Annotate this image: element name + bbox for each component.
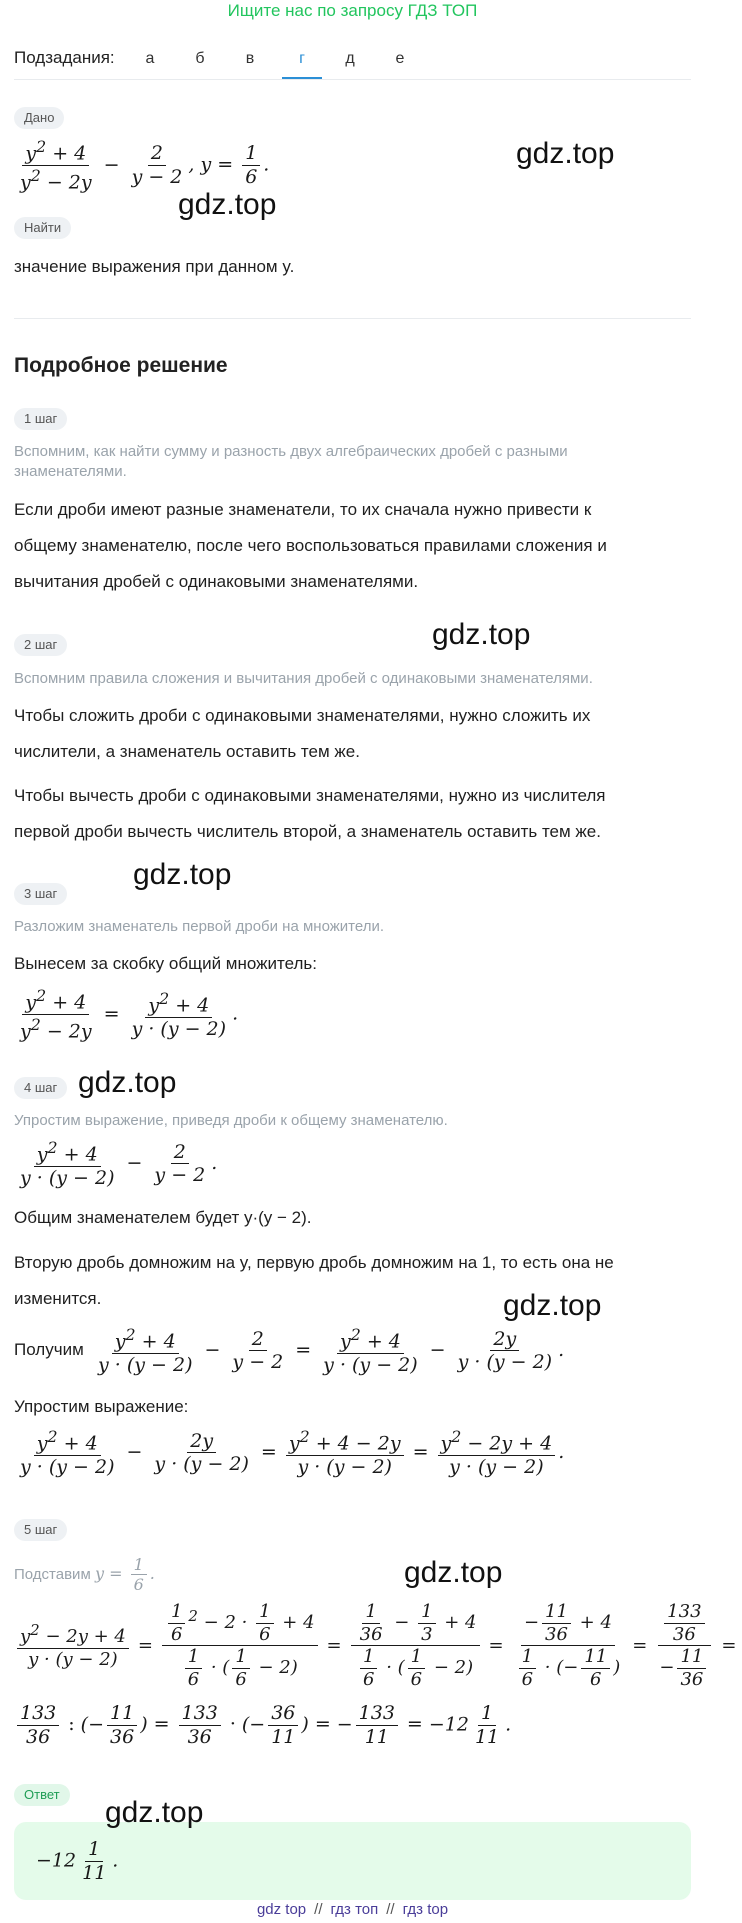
divider xyxy=(14,79,691,80)
step-5-math-1: $\frac{y^2 - 2y + 4}{y \cdot (y - 2)}$ = $\frac{1}{6}$ $^2$ − 2 · $\frac{1}{6}$ + 4 $\frac{1}{6}$ · ( $\frac{1}{6}$ − 2) = $\frac{1}{36}$ − $\frac{1}{3}$ + 4 $\frac{1}{6}$ · ( $\frac{1}{6}$ − 2) = − $\frac{11}{36}$ + 4 $\frac{1}{6}$ · (− $\frac{11}{6}$ ) = $\frac{133}{36}$ − $\frac{11}{36}$ = xyxy=(14,1601,742,1690)
step-3-text: Вынесем за скобку общий множитель: xyxy=(14,954,317,973)
solution-title: Подробное решение xyxy=(14,354,228,377)
step-3-hint: Разложим знаменатель первой дроби на множители. xyxy=(14,918,385,935)
step-4-math-2: $\frac{y^2 + 4}{y \cdot (y - 2)}$ − $\frac{2}{y - 2}$ = $\frac{y^2 + 4}{y \cdot (y - 2)}$ − $\frac{2y}{y \cdot (y - 2)}$ . xyxy=(98,1325,565,1377)
step-4-math-3: $\frac{y^2 + 4}{y \cdot (y - 2)}$ − $\frac{2y}{y \cdot (y - 2)}$ = $\frac{y^2 + 4 - 2y}{y \cdot (y - 2)}$ = $\frac{y^2 - 2y + 4}{y \cdot (y - 2)}$ . xyxy=(20,1427,565,1479)
find-text: значение выражения при данном y. xyxy=(14,257,295,276)
watermark: gdz.top xyxy=(78,1066,177,1099)
watermark: gdz.top xyxy=(432,618,531,651)
step-1-text-line: вычитания дробей с одинаковыми знаменателями. xyxy=(14,572,419,591)
step-3-badge: 3 шаг xyxy=(14,883,67,905)
answer-math: −12 $\frac{1}{11}$ . xyxy=(36,1838,119,1884)
step-5-badge: 5 шаг xyxy=(14,1519,67,1541)
step-4-text-2-line: изменится. xyxy=(14,1289,102,1308)
tab-g[interactable]: г xyxy=(299,50,305,67)
step-4-got-label: Получим xyxy=(14,1340,84,1359)
find-badge: Найти xyxy=(14,217,71,239)
step-1-text-line: общему знаменателю, после чего воспользоваться правилами сложения и xyxy=(14,536,607,555)
watermark: gdz.top xyxy=(516,137,615,170)
step-4-badge: 4 шаг xyxy=(14,1077,67,1099)
step-3-math: $\frac{y^2 + 4}{y^2 - 2y}$ = $\frac{y^2 + 4}{y \cdot (y - 2)}$ . xyxy=(20,986,239,1043)
step-2-text-line: первой дроби вычесть числитель второй, а знаменатель оставить тем же. xyxy=(14,822,601,841)
watermark: gdz.top xyxy=(178,188,277,221)
step-4-math-1: $\frac{y^2 + 4}{y \cdot (y - 2)}$ − $\frac{2}{y - 2}$ . xyxy=(20,1138,218,1190)
step-2-hint: Вспомним правила сложения и вычитания дробей с одинаковыми знаменателями. xyxy=(14,670,593,687)
watermark: gdz.top xyxy=(133,858,232,891)
step-1-hint: Вспомним, как найти сумму и разность двух алгебраических дробей с разными знаменателями. xyxy=(14,443,568,480)
watermark: gdz.top xyxy=(404,1556,503,1589)
tab-b[interactable]: б xyxy=(195,50,205,67)
footer-link-gdz-top-mixed[interactable]: гдз top xyxy=(402,1901,449,1918)
divider xyxy=(14,318,691,319)
step-4-hint: Упростим выражение, приведя дроби к общему знаменателю. xyxy=(14,1112,448,1129)
step-2-text-line: Чтобы вычесть дроби с одинаковыми знаменателями, нужно из числителя xyxy=(14,786,606,805)
step-1-badge: 1 шаг xyxy=(14,408,67,430)
subtasks-label: Подзадания: xyxy=(14,48,115,67)
footer-link-gdz-top[interactable]: gdz top xyxy=(256,1901,307,1918)
step-2-text-line: числители, а знаменатель оставить тем же. xyxy=(14,742,360,761)
step-4-text-1: Общим знаменателем будет y·(y − 2). xyxy=(14,1208,312,1227)
tab-v[interactable]: в xyxy=(245,50,255,67)
step-2-badge: 2 шаг xyxy=(14,634,67,656)
footer-link-gdz-top-ru[interactable]: гдз топ xyxy=(330,1901,379,1918)
tab-a[interactable]: а xyxy=(145,50,155,67)
watermark: gdz.top xyxy=(105,1796,204,1829)
tab-e[interactable]: е xyxy=(395,50,405,67)
step-4-text-3: Упростим выражение: xyxy=(14,1397,189,1416)
watermark: gdz.top xyxy=(503,1289,602,1322)
step-1-text-line: Если дроби имеют разные знаменатели, то их сначала нужно привести к xyxy=(14,500,592,519)
tab-d[interactable]: д xyxy=(345,50,355,67)
given-badge: Дано xyxy=(14,107,64,129)
given-math: $\frac{y^2 + 4}{y^2 - 2y}$ − $\frac{2}{y - 2}$ , y = $\frac{1}{6}$ . xyxy=(20,137,270,194)
step-2-text-line: Чтобы сложить дроби с одинаковыми знаменателями, нужно сложить их xyxy=(14,706,591,725)
step-4-text-2-line: Вторую дробь домножим на y, первую дробь домножим на 1, то есть она не xyxy=(14,1253,614,1272)
answer-badge: Ответ xyxy=(14,1784,70,1806)
step-5-math-2: $\frac{133}{36}$ : (− $\frac{11}{36}$ ) = $\frac{133}{36}$ · (− $\frac{36}{11}$ ) = − $\frac{133}{11}$ = −12 $\frac{1}{11}$ . xyxy=(14,1702,511,1749)
footer-links: gdz top // гдз топ // гдз top xyxy=(256,1901,449,1918)
search-banner: Ищите нас по запросу ГДЗ ТОП xyxy=(227,1,478,20)
step-5-hint: Подставим y = $\frac{1}{6}$ . xyxy=(14,1555,155,1595)
